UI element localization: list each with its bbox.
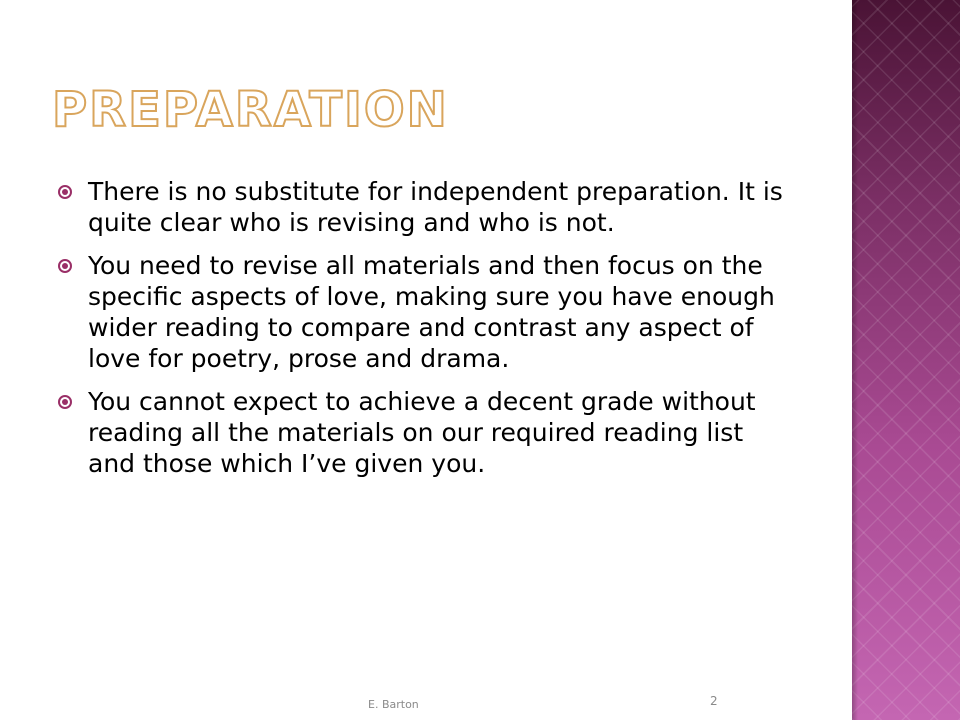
- footer-author: E. Barton: [368, 698, 419, 711]
- bullet-list: [58, 176, 798, 491]
- circle-bullet-icon: [58, 395, 72, 409]
- circle-bullet-icon: [58, 259, 72, 273]
- bullet-item: [58, 176, 798, 238]
- circle-bullet-icon: [58, 185, 72, 199]
- bullet-text: You cannot expect to achieve a decent grade without reading all the materials on our required reading list and those which I’ve given you.: [88, 387, 756, 478]
- bullet-item: [58, 250, 798, 374]
- decorative-side-band: [852, 0, 960, 720]
- bullet-text: There is no substitute for independent preparation. It is quite clear who is revising and who is not.: [88, 177, 783, 237]
- bullet-item: [58, 386, 798, 479]
- bullet-text: You need to revise all materials and then focus on the specific aspects of love, making sure you have enough wider reading to compare and contrast any aspect of love for poetry, prose and drama.: [88, 251, 775, 373]
- page-number: 2: [710, 694, 718, 708]
- slide-title: PREPARATION: [52, 82, 449, 138]
